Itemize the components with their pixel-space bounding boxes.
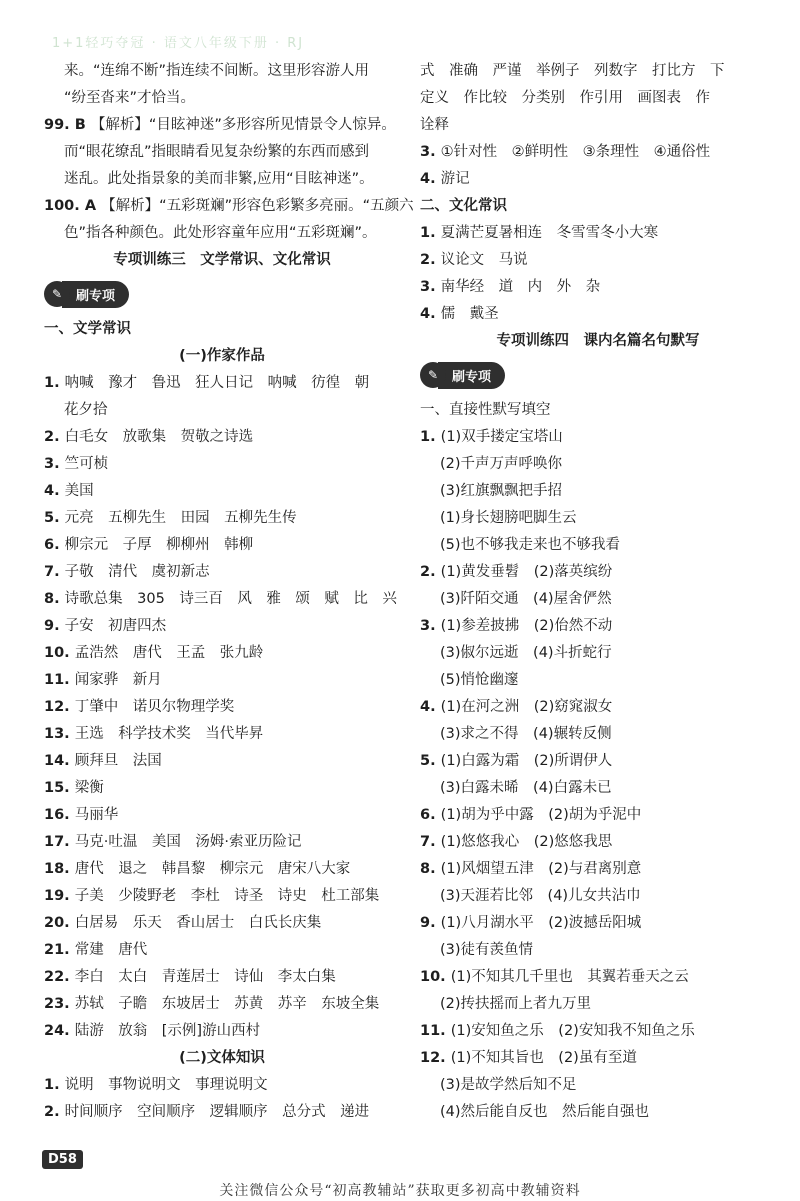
- answer-line-continued: [420, 937, 776, 964]
- answer-line-continued: [420, 58, 776, 85]
- answer-line-continued: [44, 139, 400, 166]
- line-text: (3)阡陌交通 (4)屋舍俨然: [440, 591, 612, 607]
- item-number: 6.: [44, 537, 65, 553]
- line-text: (1)风烟望五津 (2)与君离别意: [440, 861, 642, 877]
- item-number: 13.: [44, 726, 75, 742]
- line-text: (3)红旗飘飘把手招: [440, 483, 563, 499]
- line-text: (1)白露为霜 (2)所谓伊人: [440, 753, 613, 769]
- answer-line: [420, 694, 776, 721]
- line-text: 花夕拾: [64, 402, 108, 418]
- line-text: 元亮 五柳先生 田园 五柳先生传: [64, 510, 297, 526]
- answer-line-continued: [420, 991, 776, 1018]
- line-text: 二、文化常识: [420, 198, 507, 214]
- line-text: 梁衡: [74, 780, 104, 796]
- answer-line: [44, 829, 400, 856]
- subsection-heading: [44, 343, 400, 370]
- item-number: 21.: [44, 942, 75, 958]
- item-number: 11.: [420, 1023, 451, 1039]
- right-column: [420, 58, 776, 1126]
- line-text: 白毛女 放歌集 贺敬之诗选: [64, 429, 254, 445]
- answer-line: [420, 748, 776, 775]
- item-number: 7.: [44, 564, 65, 580]
- line-text: 专项训练四 课内名篇名句默写: [496, 333, 700, 349]
- item-number: 3.: [420, 144, 441, 160]
- answer-line-continued: [420, 775, 776, 802]
- line-text: 苏轼 子瞻 东坡居士 苏黄 苏辛 东坡全集: [74, 996, 380, 1012]
- answer-line: [44, 991, 400, 1018]
- line-text: 游记: [440, 171, 470, 187]
- answer-line: [44, 667, 400, 694]
- item-number: 24.: [44, 1023, 75, 1039]
- item-number: 2.: [420, 564, 441, 580]
- line-text: (1)悠悠我心 (2)悠悠我思: [440, 834, 613, 850]
- line-text: (3)白露未晞 (4)白露未已: [440, 780, 612, 796]
- answer-line: [44, 370, 400, 397]
- line-text: 美国: [64, 483, 94, 499]
- answer-line: [420, 424, 776, 451]
- line-text: 夏满芒夏暑相连 冬雪雪冬小大寒: [440, 225, 659, 241]
- answer-line: [420, 856, 776, 883]
- answer-line: [44, 694, 400, 721]
- line-text: 马丽华: [74, 807, 119, 823]
- line-text: 议论文 马说: [440, 252, 528, 268]
- item-number: 2.: [44, 429, 65, 445]
- answer-line: [44, 721, 400, 748]
- line-text: (1)黄发垂髫 (2)落英缤纷: [440, 564, 613, 580]
- answer-line: [420, 166, 776, 193]
- section-heading: [420, 193, 776, 220]
- item-number: 6.: [420, 807, 441, 823]
- line-text: 子敬 清代 虞初新志: [64, 564, 210, 580]
- item-number: 5.: [420, 753, 441, 769]
- answer-line: [420, 139, 776, 166]
- line-text: (3)求之不得 (4)辗转反侧: [440, 726, 612, 742]
- line-text: 呐喊 豫才 鲁迅 狂人日记 呐喊 彷徨 朝: [64, 375, 370, 391]
- section-badge: [44, 280, 400, 308]
- answer-line-continued: [420, 112, 776, 139]
- line-text: 诠释: [420, 117, 449, 133]
- answer-line: [44, 505, 400, 532]
- answer-line: [44, 937, 400, 964]
- answer-line-continued: [44, 220, 400, 247]
- line-text: 【解析】“五彩斑斓”形容色彩繁多亮丽。“五颜六: [101, 198, 414, 214]
- line-text: 子美 少陵野老 李杜 诗圣 诗史 杜工部集: [74, 888, 380, 904]
- answer-line-continued: [420, 451, 776, 478]
- answer-line-continued: [44, 397, 400, 424]
- answer-line: [44, 640, 400, 667]
- line-text: 李白 太白 青莲居士 诗仙 李太白集: [74, 969, 336, 985]
- answer-line: [420, 964, 776, 991]
- item-number: 9.: [44, 618, 65, 634]
- answer-line-continued: [420, 85, 776, 112]
- answer-line: [44, 775, 400, 802]
- line-text: 定义 作比较 分类别 作引用 画图表 作: [420, 90, 710, 106]
- line-text: (二)文体知识: [179, 1050, 265, 1066]
- answer-line-continued: [420, 721, 776, 748]
- line-text: (3)徒有羡鱼情: [440, 942, 534, 958]
- answer-line: [44, 748, 400, 775]
- answer-line: [44, 559, 400, 586]
- answer-line-continued: [44, 166, 400, 193]
- line-text: (1)八月湖水平 (2)波撼岳阳城: [440, 915, 642, 931]
- item-number: 4.: [420, 306, 441, 322]
- answer-line: [420, 910, 776, 937]
- answer-line: [420, 301, 776, 328]
- answer-line-continued: [420, 505, 776, 532]
- item-number: 99. B: [44, 117, 91, 133]
- answer-line: [420, 802, 776, 829]
- line-text: (5)也不够我走来也不够我看: [440, 537, 621, 553]
- pencil-icon: ✎: [44, 281, 70, 307]
- item-number: 9.: [420, 915, 441, 931]
- line-text: 一、文学常识: [44, 321, 131, 337]
- line-text: 闻家骅 新月: [74, 672, 162, 688]
- answer-line: [44, 883, 400, 910]
- item-number: 22.: [44, 969, 75, 985]
- line-text: 王选 科学技术奖 当代毕昇: [74, 726, 264, 742]
- line-text: 来。“连绵不断”指连续不间断。这里形容游人用: [64, 63, 370, 79]
- line-text: (2)抟扶摇而上者九万里: [440, 996, 592, 1012]
- line-text: 一、直接性默写填空: [420, 402, 551, 418]
- line-text: 南华经 道 内 外 杂: [440, 279, 601, 295]
- item-number: 3.: [44, 456, 65, 472]
- item-number: 1.: [420, 429, 441, 445]
- line-text: (1)不知其旨也 (2)虽有至道: [450, 1050, 637, 1066]
- line-text: 式 准确 严谨 举例子 列数字 打比方 下: [420, 63, 725, 79]
- section-title: [44, 247, 400, 274]
- line-text: (3)天涯若比邻 (4)儿女共沾巾: [440, 888, 641, 904]
- line-text: 迷乱。此处指景象的美而非繁,应用“目眩神迷”。: [64, 171, 374, 187]
- page-header: 1+1轻巧夺冠 · 语文八年级下册 · RJ: [52, 36, 305, 51]
- answer-line-continued: [420, 478, 776, 505]
- item-number: 19.: [44, 888, 75, 904]
- item-number: 2.: [420, 252, 441, 268]
- answer-line: [44, 1099, 400, 1126]
- answer-line: [420, 1018, 776, 1045]
- line-text: 常建 唐代: [74, 942, 148, 958]
- line-text: (4)然后能自反也 然后能自强也: [440, 1104, 650, 1120]
- footer-note: 关注微信公众号“初高教辅站”获取更多初高中教辅资料: [219, 1183, 581, 1199]
- answer-line: [420, 247, 776, 274]
- line-text: (1)身长翅膀吧脚生云: [440, 510, 577, 526]
- section-title: [420, 328, 776, 355]
- item-number: 5.: [44, 510, 65, 526]
- line-text: (2)千声万声呼唤你: [440, 456, 563, 472]
- answer-line: [44, 586, 400, 613]
- badge-label: 刷专项: [438, 362, 505, 389]
- line-text: 色”指各种颜色。此处形容童年应用“五彩斑斓”。: [64, 225, 377, 241]
- line-text: (1)在河之洲 (2)窈窕淑女: [440, 699, 613, 715]
- line-text: 诗歌总集 305 诗三百 风 雅 颂 赋 比 兴: [64, 591, 397, 607]
- item-number: 8.: [420, 861, 441, 877]
- subsection-heading: [44, 1045, 400, 1072]
- answer-line-continued: [420, 397, 776, 424]
- answer-line-continued: [420, 640, 776, 667]
- line-text: 陆游 放翁 [示例]游山西村: [74, 1023, 261, 1039]
- pencil-icon: ✎: [420, 362, 446, 388]
- item-number: 17.: [44, 834, 75, 850]
- line-text: ①针对性 ②鲜明性 ③条理性 ④通俗性: [440, 144, 711, 160]
- item-number: 1.: [44, 375, 65, 391]
- item-number: 12.: [44, 699, 75, 715]
- item-number: 7.: [420, 834, 441, 850]
- line-text: (1)双手搂定宝塔山: [440, 429, 563, 445]
- line-text: 【解析】“目眩神迷”多形容所见情景令人惊异。: [90, 117, 396, 133]
- item-number: 23.: [44, 996, 75, 1012]
- item-number: 4.: [420, 171, 441, 187]
- section-heading: [44, 316, 400, 343]
- answer-line: [44, 478, 400, 505]
- item-number: 10.: [420, 969, 451, 985]
- item-number: 8.: [44, 591, 65, 607]
- badge-label: 刷专项: [62, 281, 129, 308]
- answer-line: [44, 1072, 400, 1099]
- answer-line-continued: [420, 532, 776, 559]
- line-text: (1)不知其几千里也 其翼若垂天之云: [450, 969, 689, 985]
- line-text: (1)胡为乎中露 (2)胡为乎泥中: [440, 807, 642, 823]
- left-column: [44, 58, 414, 1126]
- item-number: 3.: [420, 618, 441, 634]
- answer-line-continued: [420, 667, 776, 694]
- item-number: 100. A: [44, 198, 102, 214]
- item-number: 16.: [44, 807, 75, 823]
- section-badge: [420, 361, 776, 389]
- answer-line: [420, 274, 776, 301]
- line-text: 子安 初唐四杰: [64, 618, 167, 634]
- line-text: (一)作家作品: [179, 348, 265, 364]
- line-text: (1)安知鱼之乐 (2)安知我不知鱼之乐: [450, 1023, 695, 1039]
- line-text: 竺可桢: [64, 456, 109, 472]
- line-text: (3)俶尔远逝 (4)斗折蛇行: [440, 645, 612, 661]
- item-number: 1.: [44, 1077, 65, 1093]
- line-text: 马克·吐温 美国 汤姆·索亚历险记: [74, 834, 302, 850]
- line-text: “纷至沓来”才恰当。: [64, 90, 196, 106]
- answer-line: [420, 829, 776, 856]
- item-number: 10.: [44, 645, 75, 661]
- answer-line: [44, 856, 400, 883]
- line-text: 说明 事物说明文 事理说明文: [64, 1077, 268, 1093]
- answer-line: [44, 964, 400, 991]
- answer-line: [420, 559, 776, 586]
- answer-line: [44, 112, 400, 139]
- item-number: 15.: [44, 780, 75, 796]
- item-number: 18.: [44, 861, 75, 877]
- answer-line: [44, 1018, 400, 1045]
- answer-line: [44, 802, 400, 829]
- answer-line: [44, 910, 400, 937]
- line-text: (1)参差披拂 (2)佁然不动: [440, 618, 613, 634]
- answer-line: [44, 613, 400, 640]
- answer-line-continued: [420, 883, 776, 910]
- answer-line: [44, 193, 414, 220]
- answer-line: [44, 451, 400, 478]
- item-number: 3.: [420, 279, 441, 295]
- line-text: 白居易 乐天 香山居士 白氏长庆集: [74, 915, 322, 931]
- line-text: 柳宗元 子厚 柳柳州 韩柳: [64, 537, 254, 553]
- line-text: 丁肇中 诺贝尔物理学奖: [74, 699, 235, 715]
- item-number: 1.: [420, 225, 441, 241]
- answer-line-continued: [44, 58, 400, 85]
- item-number: 2.: [44, 1104, 65, 1120]
- answer-line: [420, 613, 776, 640]
- line-text: 而“眼花缭乱”指眼睛看见复杂纷繁的东西而感到: [64, 144, 370, 160]
- item-number: 11.: [44, 672, 75, 688]
- answer-line-continued: [420, 1099, 776, 1126]
- answer-line-continued: [44, 85, 400, 112]
- line-text: (5)悄怆幽邃: [440, 672, 519, 688]
- answer-line-continued: [420, 586, 776, 613]
- answer-line: [420, 220, 776, 247]
- line-text: 孟浩然 唐代 王孟 张九龄: [74, 645, 264, 661]
- line-text: 儒 戴圣: [440, 306, 499, 322]
- item-number: 20.: [44, 915, 75, 931]
- answer-line-continued: [420, 1072, 776, 1099]
- answer-line: [44, 532, 400, 559]
- page-number: D58: [42, 1150, 83, 1169]
- line-text: 时间顺序 空间顺序 逻辑顺序 总分式 递进: [64, 1104, 370, 1120]
- line-text: 唐代 退之 韩昌黎 柳宗元 唐宋八大家: [74, 861, 351, 877]
- item-number: 4.: [420, 699, 441, 715]
- answer-line: [44, 424, 400, 451]
- line-text: (3)是故学然后知不足: [440, 1077, 577, 1093]
- line-text: 顾拜旦 法国: [74, 753, 162, 769]
- item-number: 14.: [44, 753, 75, 769]
- item-number: 4.: [44, 483, 65, 499]
- answer-line: [420, 1045, 776, 1072]
- line-text: 专项训练三 文学常识、文化常识: [113, 252, 331, 268]
- item-number: 12.: [420, 1050, 451, 1066]
